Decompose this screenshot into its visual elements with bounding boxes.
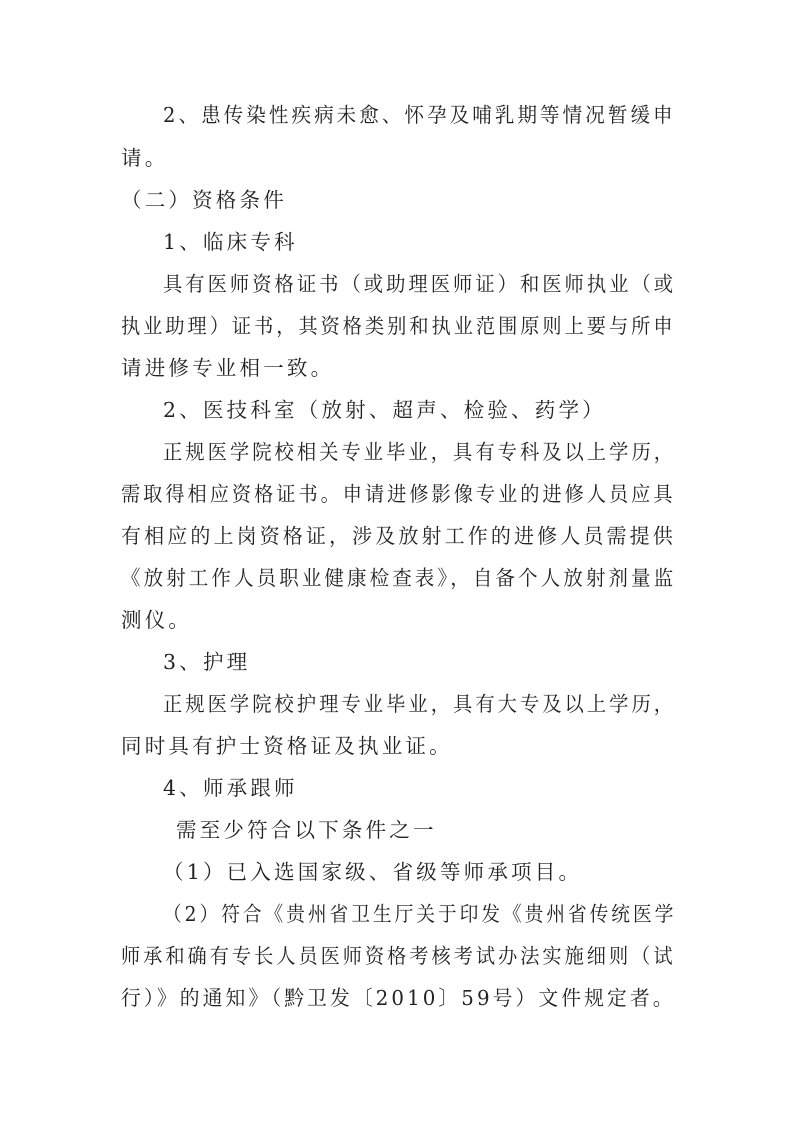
text-line: 请。 — [121, 146, 169, 170]
subsection-heading: 2、医技科室（放射、超声、检验、药学） — [163, 398, 606, 422]
subsection-heading: 1、临床专科 — [163, 230, 298, 254]
text-line: 需取得相应资格证书。申请进修影像专业的进修人员应具 — [121, 482, 676, 506]
text-line: （2）符合《贵州省卫生厅关于印发《贵州省传统医学 — [163, 902, 677, 926]
text-line: 2、患传染性疾病未愈、怀孕及哺乳期等情况暂缓申 — [163, 103, 676, 127]
subsection-heading: 4、师承跟师 — [163, 776, 298, 800]
text-line: 测仪。 — [121, 608, 193, 632]
text-line: 需至少符合以下条件之一 — [176, 818, 437, 842]
text-line: 具有医师资格证书（或助理医师证）和医师执业（或 — [163, 272, 677, 296]
text-line: 执业助理）证书，其资格类别和执业范围原则上要与所申 — [121, 314, 676, 338]
text-line: 师承和确有专长人员医师资格考核考试办法实施细则（试 — [121, 944, 676, 968]
subsection-heading: 3、护理 — [163, 650, 251, 674]
section-heading: （二）资格条件 — [121, 188, 287, 212]
text-line: 有相应的上岗资格证，涉及放射工作的进修人员需提供 — [121, 524, 676, 548]
text-line: 同时具有护士资格证及执业证。 — [121, 734, 453, 758]
text-line: 《放射工作人员职业健康检查表》，自备个人放射剂量监 — [121, 566, 677, 590]
text-line: 正规医学院校相关专业毕业，具有专科及以上学历， — [163, 440, 677, 464]
text-line: 请进修专业相一致。 — [121, 356, 335, 380]
text-line: （1）已入选国家级、省级等师承项目。 — [163, 860, 583, 884]
text-line: 行）》的通知》（黔卫发〔2010〕59号）文件规定者。 — [121, 986, 676, 1010]
text-line: 正规医学院校护理专业毕业，具有大专及以上学历， — [163, 692, 677, 716]
